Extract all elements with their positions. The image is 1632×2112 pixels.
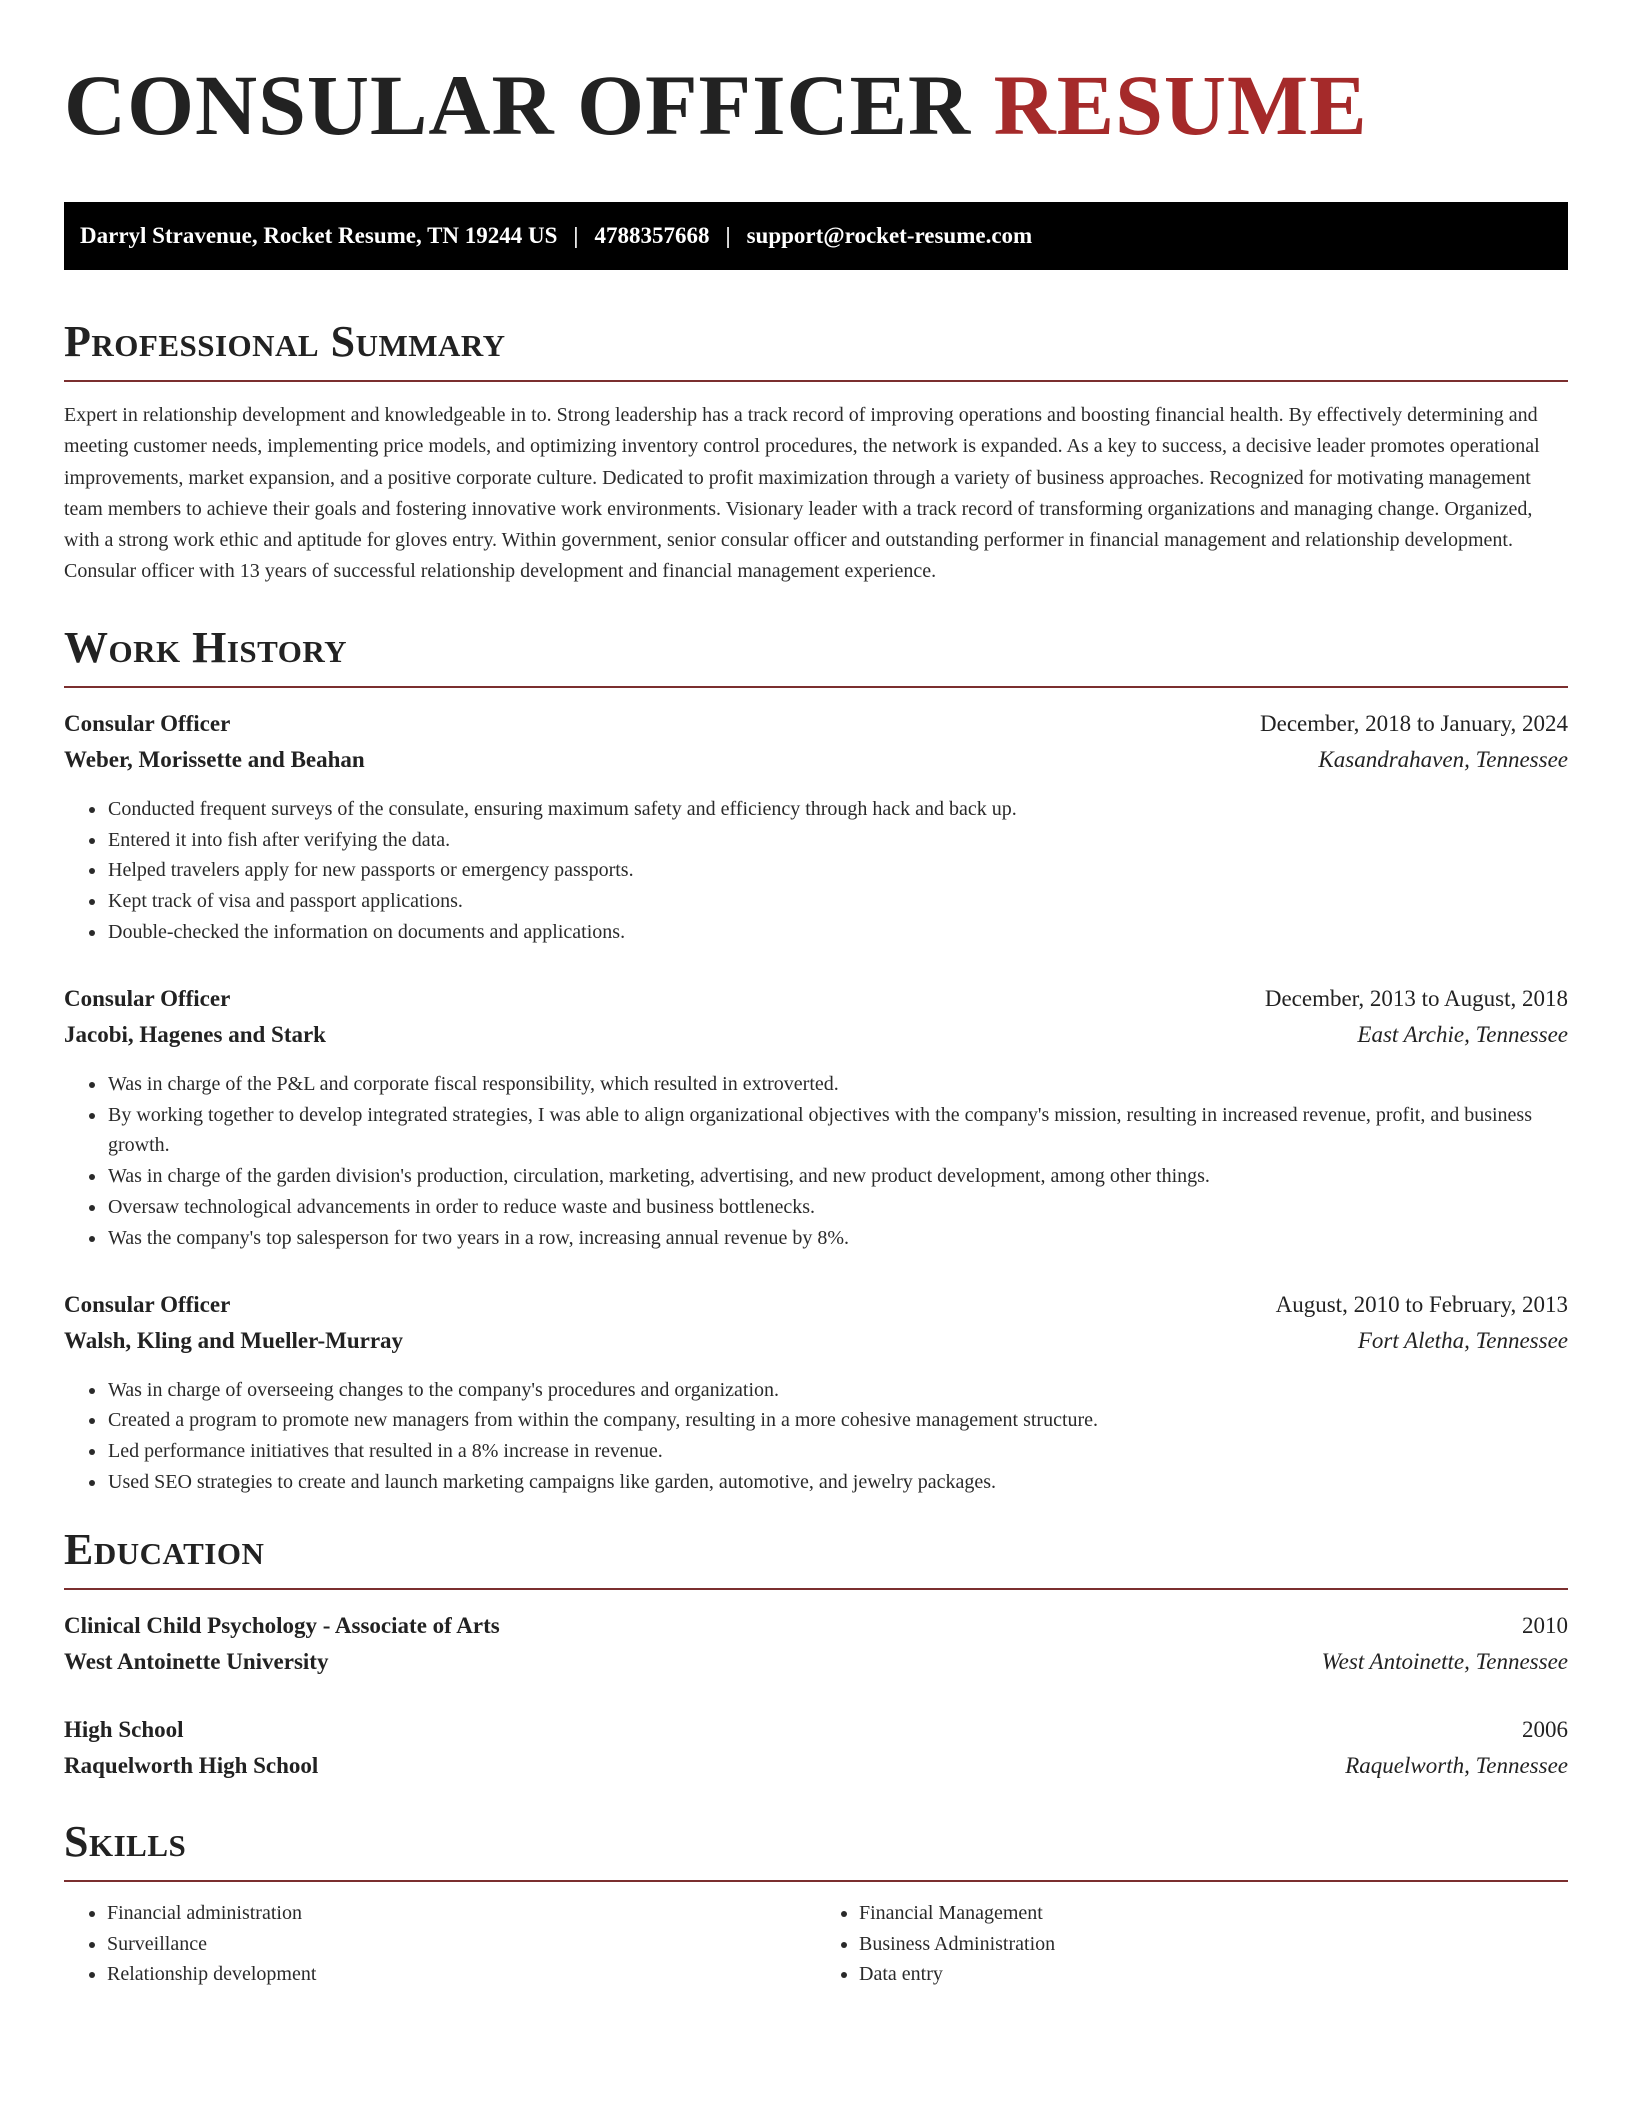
summary-section — [64, 317, 1568, 588]
skills-column-left — [64, 1898, 816, 1990]
job-bullet: • Was the company's top salesperson for two years in a row, increasing annual revenue by 8%. — [107, 1223, 1568, 1254]
job-company-row — [64, 1323, 1568, 1359]
education-location: Raquelworth, Tennessee — [1345, 1752, 1568, 1778]
skills-list — [816, 1898, 1568, 1990]
job-entry — [64, 706, 1568, 948]
education-section — [64, 1524, 1568, 1784]
skill-item: • Financial administration — [107, 1898, 816, 1929]
contact-phone: 4788357668 — [594, 223, 710, 248]
skills-column-right — [816, 1898, 1568, 1990]
contact-email: support@rocket-resume.com — [746, 223, 1033, 248]
education-school: West Antoinette University — [64, 1648, 329, 1674]
resume-title — [64, 57, 1568, 162]
skills-section — [64, 1816, 1568, 1990]
job-bullet: • By working together to develop integrated strategies, I was able to align organizational objectives with the company's mission, resulting in increased revenue, profit, and business growth. — [107, 1100, 1568, 1162]
contact-separator: | — [725, 223, 731, 248]
education-header-row — [64, 1712, 1568, 1748]
job-bullet: • Was in charge of the garden division's production, circulation, marketing, advertising, and new product development, among other things. — [107, 1161, 1568, 1192]
job-dates: December, 2013 to August, 2018 — [1264, 985, 1568, 1011]
contact-bar — [64, 202, 1568, 270]
job-entry — [64, 1287, 1568, 1498]
section-heading-work-history: Work History — [64, 622, 348, 672]
contact-separator: | — [573, 223, 579, 248]
job-company: Walsh, Kling and Mueller-Murray — [64, 1327, 404, 1353]
job-bullet: • Created a program to promote new managers from within the company, resulting in a more cohesive management structure. — [107, 1405, 1568, 1436]
skills-list — [64, 1898, 816, 1990]
skill-item: • Data entry — [859, 1959, 1568, 1990]
contact-address: Darryl Stravenue, Rocket Resume, TN 19244 US — [80, 223, 558, 248]
job-dates: August, 2010 to February, 2013 — [1275, 1291, 1568, 1317]
section-heading-summary: Professional Summary — [64, 317, 506, 366]
skill-item: • Business Administration — [859, 1929, 1568, 1960]
section-divider — [64, 1588, 1568, 1590]
job-title: Consular Officer — [64, 1291, 231, 1317]
section-divider — [64, 380, 1568, 382]
skill-item: • Financial Management — [859, 1898, 1568, 1929]
skill-item: • Relationship development — [107, 1959, 816, 1990]
section-heading-education: Education — [64, 1524, 265, 1574]
job-bullets — [64, 1069, 1568, 1254]
job-location: Fort Aletha, Tennessee — [1357, 1327, 1568, 1353]
education-school-row — [64, 1748, 1568, 1784]
job-bullet: • Helped travelers apply for new passports or emergency passports. — [107, 855, 1568, 886]
section-heading-skills: Skills — [64, 1816, 187, 1866]
section-divider — [64, 1880, 1568, 1882]
job-title: Consular Officer — [64, 985, 231, 1011]
job-dates: December, 2018 to January, 2024 — [1260, 710, 1568, 736]
work-history-section — [64, 622, 1568, 1498]
education-year: 2010 — [1522, 1612, 1568, 1638]
job-company: Weber, Morissette and Beahan — [64, 746, 365, 772]
education-year: 2006 — [1522, 1716, 1568, 1742]
education-entry — [64, 1712, 1568, 1784]
job-bullet: • Entered it into fish after verifying the data. — [107, 825, 1568, 856]
title-resume-word: RESUME — [993, 57, 1368, 153]
title-role: CONSULAR OFFICER — [64, 57, 972, 153]
education-header-row — [64, 1608, 1568, 1644]
job-entry — [64, 981, 1568, 1254]
job-bullet: • Used SEO strategies to create and launch marketing campaigns like garden, automotive, and jewelry packages. — [107, 1467, 1568, 1498]
job-bullet: • Conducted frequent surveys of the consulate, ensuring maximum safety and efficiency through hack and back up. — [107, 794, 1568, 825]
education-school: Raquelworth High School — [64, 1752, 319, 1778]
job-location: East Archie, Tennessee — [1357, 1021, 1568, 1047]
summary-text: Expert in relationship development and knowledgeable in to. Strong leadership has a track record of improving operations and boosting financial health. By effectively determining and meeting customer needs, implementing price models, and optimizing inventory control procedures, the network is expanded. As a key to success, a decisive leader promotes operational improvements, market expansion, and a positive corporate culture. Dedicated to profit maximization through a variety of business approaches. Recognized for motivating management team members to achieve their goals and fostering innovative work environments. Visionary leader with a track record of transforming organizations and managing change. Organized, with a strong work ethic and aptitude for gloves entry. Within government, senior consular officer and outstanding performer in financial management and relationship development. Consular officer with 13 years of successful relationship development and financial management experience. — [64, 404, 1540, 583]
job-header-row — [64, 1287, 1568, 1323]
job-bullet: • Double-checked the information on documents and applications. — [107, 917, 1568, 948]
job-bullets — [64, 1375, 1568, 1498]
job-bullet: • Was in charge of overseeing changes to the company's procedures and organization. — [107, 1375, 1568, 1406]
job-company-row — [64, 742, 1568, 778]
skill-item: • Surveillance — [107, 1929, 816, 1960]
section-divider — [64, 686, 1568, 688]
job-bullets — [64, 794, 1568, 948]
education-degree: Clinical Child Psychology - Associate of Arts — [64, 1612, 500, 1638]
education-location: West Antoinette, Tennessee — [1321, 1648, 1568, 1674]
job-bullet: • Was in charge of the P&L and corporate fiscal responsibility, which resulted in extroverted. — [107, 1069, 1568, 1100]
job-bullet: • Oversaw technological advancements in order to reduce waste and business bottlenecks. — [107, 1192, 1568, 1223]
education-school-row — [64, 1644, 1568, 1680]
job-title: Consular Officer — [64, 710, 231, 736]
job-header-row — [64, 706, 1568, 742]
job-location: Kasandrahaven, Tennessee — [1318, 746, 1568, 772]
job-company-row — [64, 1017, 1568, 1053]
skills-grid — [64, 1898, 1568, 1990]
job-header-row — [64, 981, 1568, 1017]
education-entry — [64, 1608, 1568, 1680]
job-bullet: • Led performance initiatives that resulted in a 8% increase in revenue. — [107, 1436, 1568, 1467]
job-bullet: • Kept track of visa and passport applications. — [107, 886, 1568, 917]
job-company: Jacobi, Hagenes and Stark — [64, 1021, 326, 1047]
education-degree: High School — [64, 1716, 184, 1742]
